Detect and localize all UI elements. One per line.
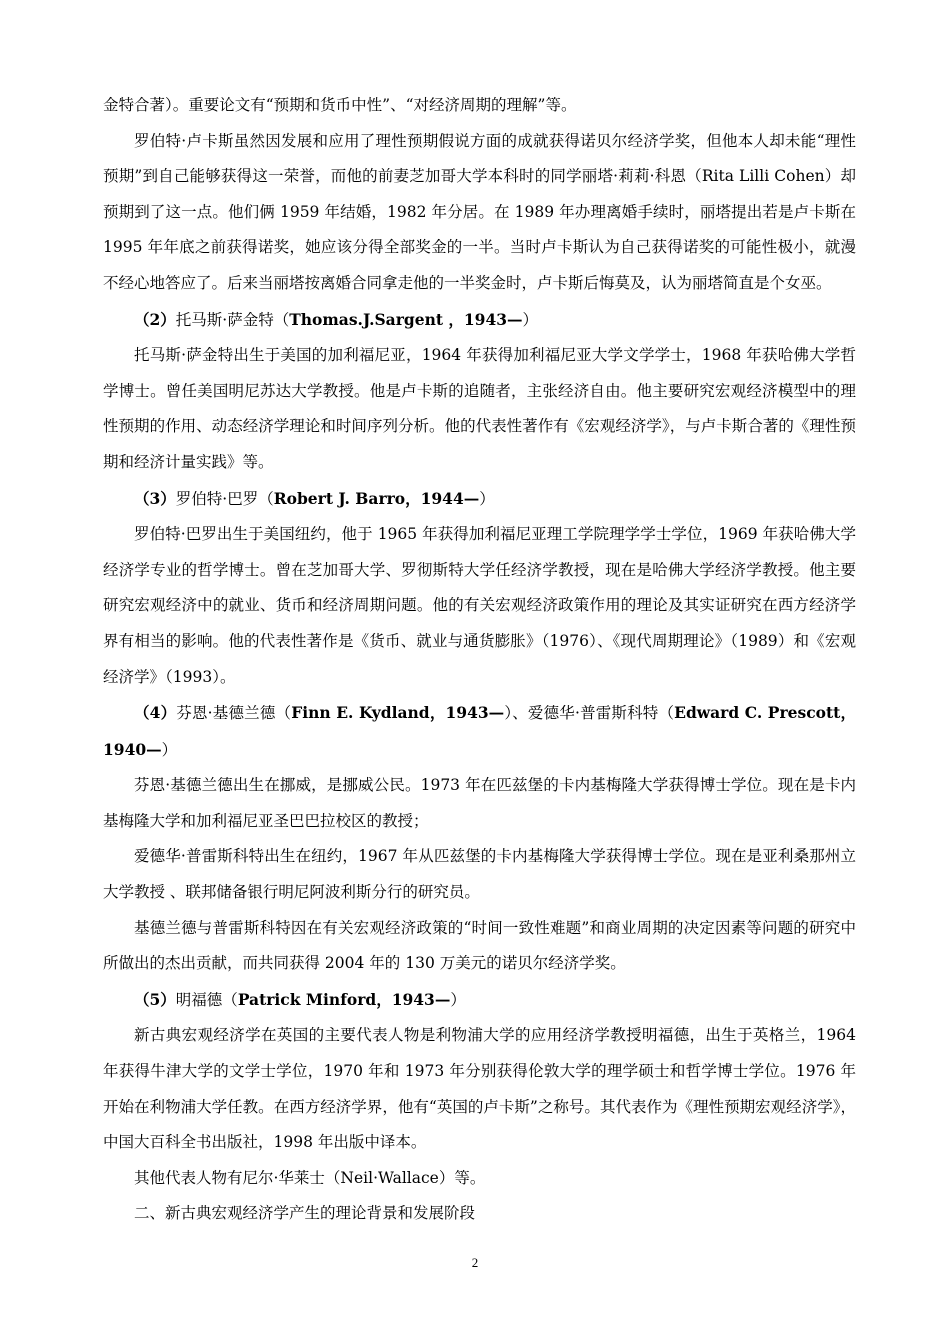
paragraph-other-representatives: 其他代表人物有尼尔·华莱士（Neil·Wallace）等。 [134, 1168, 486, 1187]
subheading-number: （2） [134, 309, 176, 329]
paragraph-kydland-bio: 芬恩·基德兰德出生在挪威，是挪威公民。1973 年在匹兹堡的卡内基梅隆大学获得博士学位。现在是卡内基梅隆大学和加利福尼亚圣巴巴拉校区的教授； [103, 776, 856, 830]
subheading-name: 明福德（ [175, 990, 238, 1009]
subheading-close: ） [479, 489, 495, 508]
subheading-sargent [103, 302, 856, 339]
subheading-latin-name: Finn E. Kydland，1943— [291, 703, 505, 723]
subheading-name: 罗伯特·巴罗（ [175, 489, 274, 508]
subheading-close: ）、爱德华·普雷斯科特（ [504, 704, 675, 723]
paragraph-continuation: 金特合著）。重要论文有“预期和货币中性”、“对经济周期的理解”等。 [103, 96, 577, 114]
section-heading: 二、新古典宏观经济学产生的理论背景和发展阶段 [134, 1204, 476, 1223]
subheading-minford [103, 982, 856, 1019]
subheading-number: （3） [134, 488, 176, 508]
document-body [103, 88, 856, 1232]
subheading-latin-name: Thomas.J.Sargent ，1943— [289, 309, 523, 329]
subheading-name: 托马斯·萨金特（ [175, 310, 290, 329]
paragraph-barro-bio: 罗伯特·巴罗出生于美国纽约，他于 1965 年获得加利福尼亚理工学院理学学士学位，1969 年获哈佛大学经济学专业的哲学博士。曾在芝加哥大学、罗彻斯特大学任经济学教授，现在是哈佛大学经济学教授。他主要研究宏观经济中的就业、货币和经济周期问题。他的有关宏观经济政策作用的理论及其实证研究在西方经济学界有相当的影响。他的代表性著作是《货币、就业与通货膨胀》（1976）、《现代周期理论》（1989）和《宏观经济学》（1993）。 [103, 525, 856, 686]
subheading-latin-name: Patrick Minford，1943— [237, 989, 451, 1009]
subheading-close-2: ） [161, 740, 178, 759]
subheading-number: （4） [134, 703, 177, 723]
paragraph-lucas-anecdote: 罗伯特·卢卡斯虽然因发展和应用了理性预期假说方面的成就获得诺贝尔经济学奖，但他本人却未能“理性预期”到自己能够获得这一荣誉，而他的前妻芝加哥大学本科时的同学丽塔·莉莉·科恩（Rita Lilli Cohen）却预期到了这一点。他们俩 1959 年结婚，1982 年分居。在 1989 年办理离婚手续时，丽塔提出若是卢卡斯在 1995 年年底之前获得诺奖，她应该分得全部奖金的一半。当时卢卡斯认为自己获得诺奖的可能性极小，就漫不经心地答应了。后来当丽塔按离婚合同拿走他的一半奖金时，卢卡斯后悔莫及，认为丽塔简直是个女巫。 [103, 131, 856, 292]
subheading-barro [103, 481, 856, 518]
subheading-latin-name: Robert J. Barro，1944— [273, 488, 480, 508]
subheading-number: （5） [134, 989, 176, 1009]
subheading-close: ） [522, 310, 539, 329]
paragraph-prescott-bio: 爱德华·普雷斯科特出生在纽约，1967 年从匹兹堡的卡内基梅隆大学获得博士学位。现在是亚利桑那州立大学教授 、联邦储备银行明尼阿波利斯分行的研究员。 [103, 847, 856, 902]
subheading-kydland-prescott [103, 695, 856, 768]
page-number: 2 [471, 1255, 479, 1270]
paragraph-minford-bio: 新古典宏观经济学在英国的主要代表人物是利物浦大学的应用经济学教授明福德，出生于英格兰，1964 年获得牛津大学的文学士学位，1970 年和 1973 年分别获得伦敦大学的理学硕士和哲学博士学位。1976 年开始在利物浦大学任教。在西方经济学界，他有“英国的卢卡斯”之称号。其代表作为《理性预期宏观经济学》，中国大百科全书出版社，1998 年出版中译本。 [103, 1026, 856, 1152]
subheading-latin-name-2: Edward C. Prescott，1940— [103, 703, 856, 759]
paragraph-sargent-bio: 托马斯·萨金特出生于美国的加利福尼亚，1964 年获得加利福尼亚大学文学学士，1968 年获哈佛大学哲学博士。曾任美国明尼苏达大学教授。他是卢卡斯的追随者，主张经济自由。他主要研究宏观经济模型中的理性预期的作用、动态经济学理论和时间序列分析。他的代表性著作有《宏观经济学》，与卢卡斯合著的《理性预期和经济计量实践》等。 [103, 346, 856, 471]
paragraph-nobel-2004: 基德兰德与普雷斯科特因在有关宏观经济政策的“时间一致性难题”和商业周期的决定因素等问题的研究中所做出的杰出贡献，而共同获得 2004 年的 130 万美元的诺贝尔经济学奖。 [103, 918, 856, 973]
subheading-name: 芬恩·基德兰德（ [176, 704, 292, 723]
subheading-close: ） [450, 990, 466, 1009]
